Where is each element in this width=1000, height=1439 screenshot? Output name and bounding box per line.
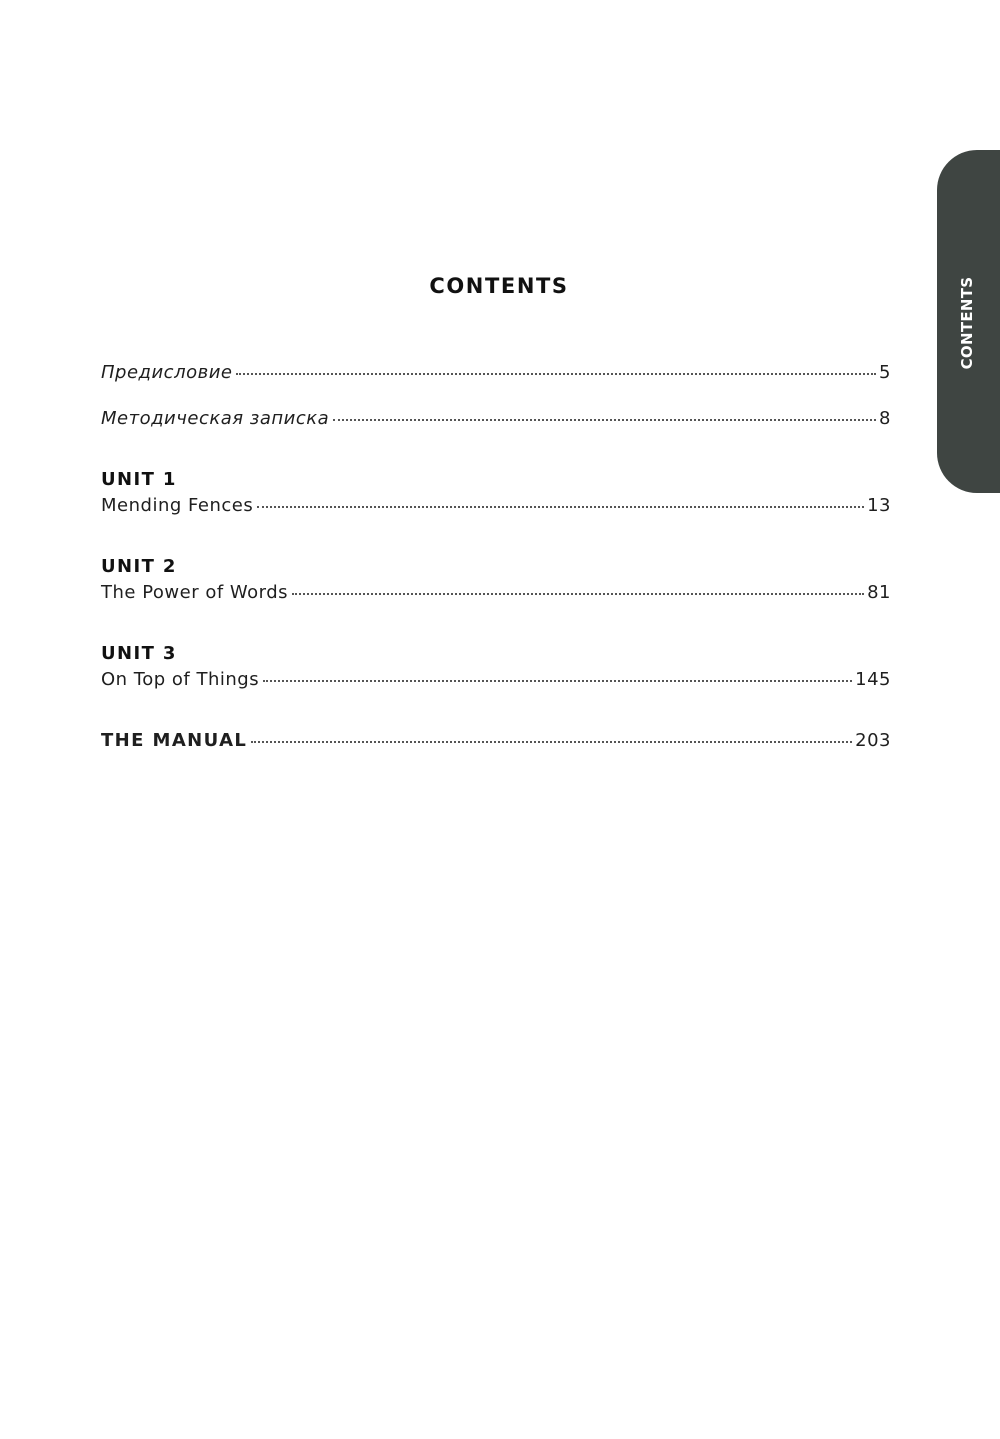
- toc-entry-page: 203: [855, 730, 891, 751]
- toc-entry-methodological-note[interactable]: [101, 407, 891, 431]
- toc-entry-page: 13: [867, 495, 891, 516]
- toc-entry-page: 81: [867, 582, 891, 603]
- dot-leader: [292, 592, 864, 595]
- dot-leader: [251, 740, 852, 743]
- toc-entry-unit-2[interactable]: [101, 581, 891, 605]
- toc-entry-page: 5: [879, 362, 891, 383]
- section-tab-label: CONTENTS: [958, 276, 976, 370]
- toc-entry-preface[interactable]: [101, 361, 891, 385]
- toc-entry-label: On Top of Things: [101, 669, 260, 690]
- toc-entry-label: Mending Fences: [101, 495, 254, 516]
- dot-leader: [236, 372, 876, 375]
- unit-3-heading: UNIT 3: [101, 643, 177, 664]
- unit-2-heading: UNIT 2: [101, 556, 177, 577]
- toc-entry-manual[interactable]: [101, 729, 891, 753]
- toc-entry-page: 145: [855, 669, 891, 690]
- toc-entry-page: 8: [879, 408, 891, 429]
- dot-leader: [333, 418, 876, 421]
- page-title: CONTENTS: [429, 274, 569, 298]
- toc-entry-unit-1[interactable]: [101, 494, 891, 518]
- dot-leader: [263, 679, 852, 682]
- toc-entry-label: THE MANUAL: [101, 730, 248, 751]
- toc-entry-unit-3[interactable]: [101, 668, 891, 692]
- dot-leader: [257, 505, 864, 508]
- toc-entry-label: Предисловие: [101, 362, 233, 383]
- toc-entry-label: The Power of Words: [101, 582, 289, 603]
- toc-entry-label: Методическая записка: [101, 408, 330, 429]
- unit-1-heading: UNIT 1: [101, 469, 177, 490]
